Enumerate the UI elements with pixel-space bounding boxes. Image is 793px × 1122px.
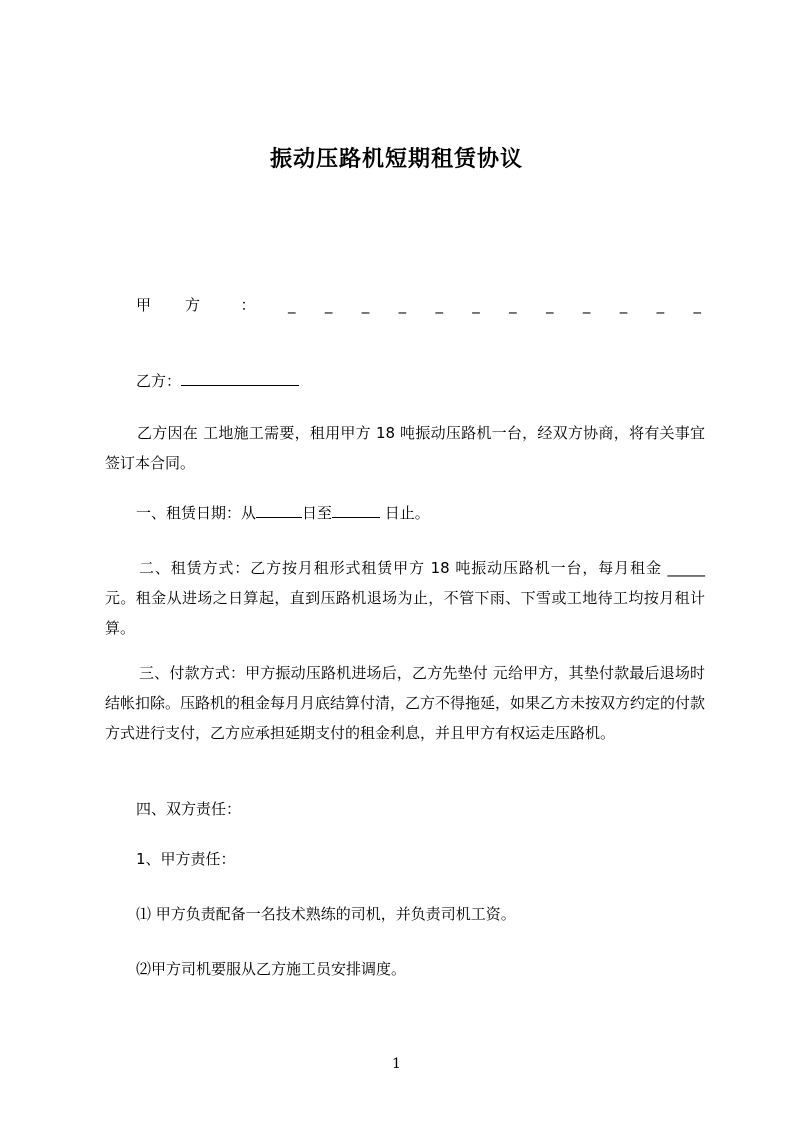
party-a-blank-segment: _ (693, 296, 701, 314)
clause-1-lease-period (136, 498, 701, 528)
party-a-colon: ： (240, 296, 256, 314)
clause-1-start-blank (256, 501, 302, 518)
party-a-blank-segment: _ (361, 296, 370, 314)
page-number: 1 (392, 1056, 401, 1072)
clause-1-mid: 日至 (302, 504, 333, 522)
document-title: 振动压路机短期租赁协议 (269, 147, 523, 172)
party-a-blank-segment: _ (656, 296, 665, 314)
party-a-blank-segment: _ (472, 296, 480, 314)
party-a-blank-segment: _ (398, 296, 407, 314)
clause-1-prefix: 一、租赁日期：从 (136, 504, 257, 522)
party-a-blank (268, 290, 701, 320)
party-b-blank (181, 369, 299, 386)
clause-4-heading: 四、双方责任： (136, 800, 242, 818)
party-a-blank-segment: _ (288, 296, 296, 314)
party-a-line (136, 290, 701, 320)
clause-4-1-heading: 1、甲方责任： (136, 850, 236, 868)
clause-4-1-item-2: ⑵甲方司机要服从乙方施工员安排调度。 (136, 960, 407, 978)
clause-1-end-blank (332, 501, 380, 518)
party-a-blank-segment: _ (324, 296, 333, 314)
party-a-label: 甲方 (136, 296, 235, 314)
clause-2-lease-method: 二、租赁方式：乙方按月租形式租赁甲方 18 吨振动压路机一台，每月租金 _____ 元。租金从进场之日算起，直到压路机退场为止，不管下雨、下雪或工地待工均按月租计算。 (105, 559, 705, 637)
clause-4-1-item-1: ⑴ 甲方负责配备一名技术熟练的司机，并负责司机工资。 (136, 905, 516, 923)
party-a-blank-segment: _ (435, 296, 443, 314)
party-b-line (136, 366, 701, 396)
intro-paragraph: 乙方因在 工地施工需要，租用甲方 18 吨振动压路机一台，经双方协商，将有关事宜签订本合同。 (105, 424, 705, 472)
clause-3-payment: 三、付款方式：甲方振动压路机进场后，乙方先垫付 元给甲方，其垫付款最后退场时结帐扣除。压路机的租金每月月底结算付清，乙方不得拖延，如果乙方未按双方约定的付款方式进行支付，乙方应承担延期支付的租金利息，并且甲方有权运走压路机。 (105, 664, 706, 742)
party-a-blank-segment: _ (582, 296, 591, 314)
party-a-blank-segment: _ (546, 296, 554, 314)
party-a-blank-segment: _ (509, 296, 517, 314)
party-b-label: 乙方： (136, 372, 182, 390)
party-a-blank-segment: _ (619, 296, 628, 314)
clause-1-suffix: 日止。 (380, 504, 430, 522)
